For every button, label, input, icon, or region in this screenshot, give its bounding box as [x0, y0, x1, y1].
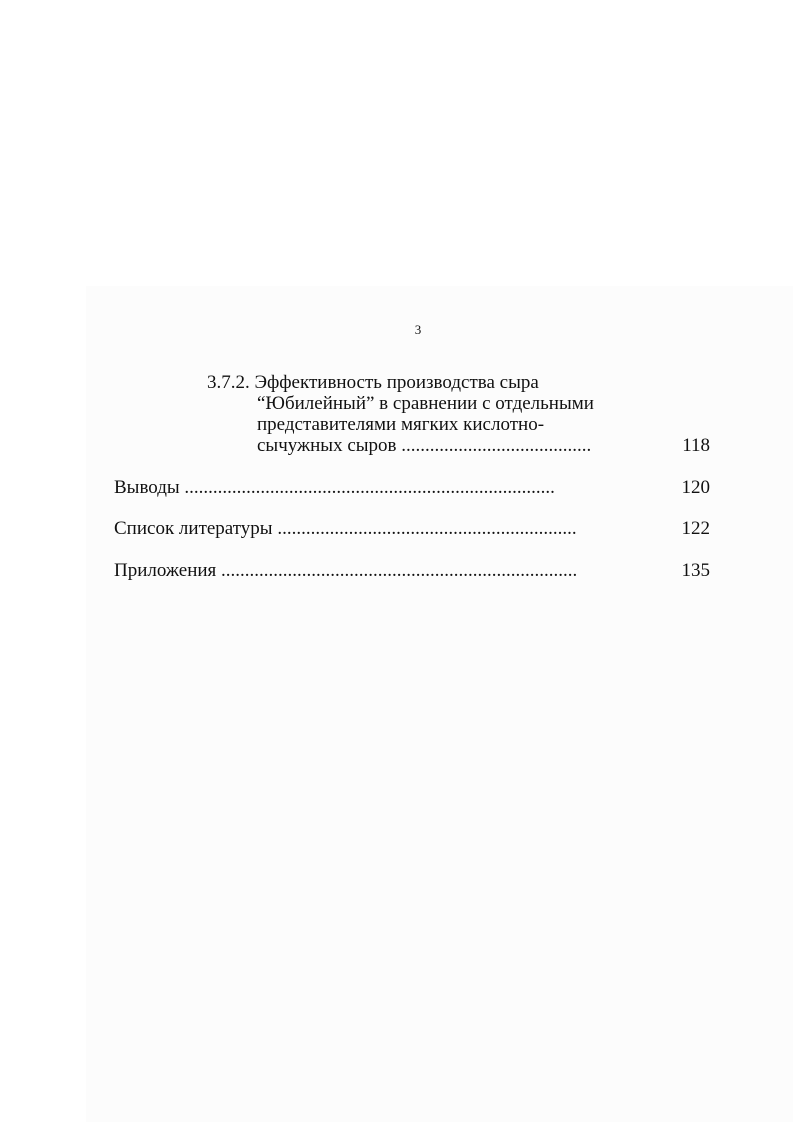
toc-entry-label: Список литературы [114, 518, 273, 539]
toc-page-number: 118 [682, 435, 710, 456]
toc-page-number: 135 [681, 560, 710, 581]
toc-page-number: 122 [681, 518, 710, 539]
toc-entry-title-line-1: Эффективность производства сыра [254, 372, 539, 393]
leader-dots: ............................................................... [277, 518, 577, 539]
toc-entry-title-line-3: представителями мягких кислотно- [257, 414, 545, 435]
toc-entry-label: Выводы [114, 477, 180, 498]
toc-page-number: 120 [681, 477, 710, 498]
leader-dots: ........................................................................... [221, 560, 578, 581]
toc-entry-title-line-2: “Юбилейный” в сравнении с отдельными [257, 393, 594, 414]
toc-entry-title-line-4: сычужных сыров [257, 435, 397, 456]
page-number: 3 [414, 322, 422, 337]
toc-entry-number: 3.7.2. [207, 372, 250, 393]
leader-dots: ........................................ [401, 435, 592, 456]
toc-entry-label: Приложения [114, 560, 217, 581]
leader-dots: .............................................................................. [184, 477, 555, 498]
